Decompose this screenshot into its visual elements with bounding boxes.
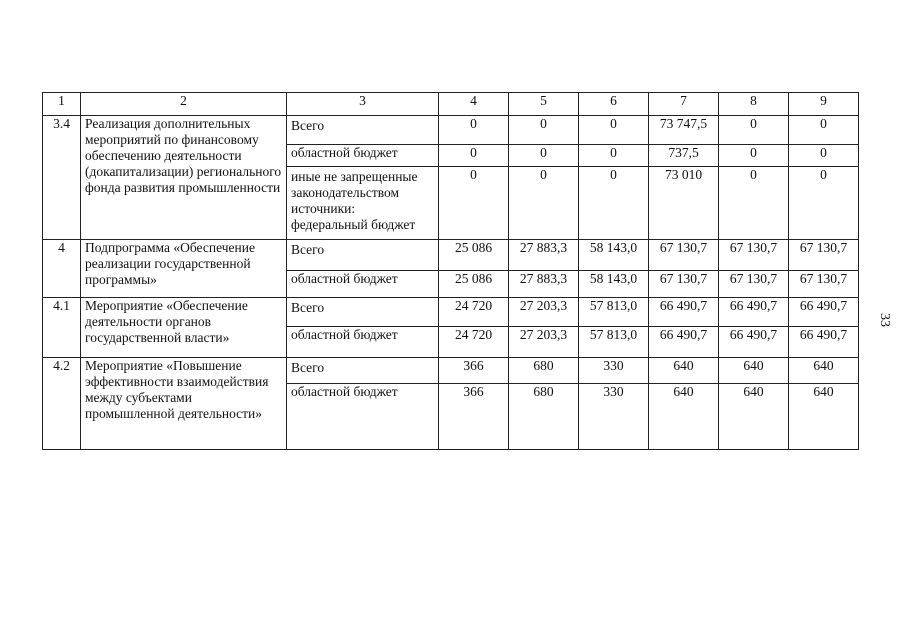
value-cell: 0: [509, 116, 579, 145]
row-number: 4.2: [43, 358, 81, 450]
value-cell: 330: [579, 358, 649, 384]
value-cell: 0: [789, 145, 859, 167]
header-cell: 8: [719, 93, 789, 116]
row-title: Подпрограмма «Обеспечение реализации государственной программы»: [81, 240, 287, 298]
funding-source: областной бюджет: [287, 327, 439, 358]
value-cell: 366: [439, 358, 509, 384]
value-cell: 366: [439, 384, 509, 450]
value-cell: 67 130,7: [789, 240, 859, 271]
value-cell: 330: [579, 384, 649, 450]
row-title: Реализация дополнительных мероприятий по финансовому обеспечению деятельности (докапитализации) регионального фонда развития промышленности: [81, 116, 287, 240]
value-cell: 66 490,7: [789, 298, 859, 327]
header-cell: 3: [287, 93, 439, 116]
row-number: 3.4: [43, 116, 81, 240]
value-cell: 640: [789, 384, 859, 450]
funding-source: областной бюджет: [287, 145, 439, 167]
value-cell: 58 143,0: [579, 240, 649, 271]
value-cell: 67 130,7: [719, 240, 789, 271]
value-cell: 0: [509, 167, 579, 240]
row-number: 4.1: [43, 298, 81, 358]
funding-source: областной бюджет: [287, 384, 439, 450]
value-cell: 24 720: [439, 327, 509, 358]
value-cell: 640: [789, 358, 859, 384]
value-cell: 27 883,3: [509, 271, 579, 298]
value-cell: 680: [509, 358, 579, 384]
row-title: Мероприятие «Повышение эффективности взаимодействия между субъектами промышленной деятельности»: [81, 358, 287, 450]
value-cell: 680: [509, 384, 579, 450]
funding-source: Всего: [287, 358, 439, 384]
header-row: [43, 93, 859, 116]
value-cell: 57 813,0: [579, 327, 649, 358]
value-cell: 73 010: [649, 167, 719, 240]
funding-source: Всего: [287, 240, 439, 271]
value-cell: 0: [439, 116, 509, 145]
header-cell: 5: [509, 93, 579, 116]
value-cell: 0: [719, 145, 789, 167]
row-number: 4: [43, 240, 81, 298]
header-cell: 9: [789, 93, 859, 116]
value-cell: 0: [719, 167, 789, 240]
funding-source: Всего: [287, 298, 439, 327]
table-row: [43, 116, 859, 145]
value-cell: 737,5: [649, 145, 719, 167]
value-cell: 67 130,7: [649, 271, 719, 298]
value-cell: 66 490,7: [649, 327, 719, 358]
funding-source: Всего: [287, 116, 439, 145]
header-cell: 4: [439, 93, 509, 116]
value-cell: 25 086: [439, 240, 509, 271]
value-cell: 640: [649, 358, 719, 384]
value-cell: 0: [439, 145, 509, 167]
value-cell: 66 490,7: [789, 327, 859, 358]
header-cell: 2: [81, 93, 287, 116]
table-row: [43, 298, 859, 327]
row-title: Мероприятие «Обеспечение деятельности органов государственной власти»: [81, 298, 287, 358]
funding-source: иные не запрещенные законодательством источники: федеральный бюджет: [287, 167, 439, 240]
value-cell: 66 490,7: [719, 298, 789, 327]
header-cell: 1: [43, 93, 81, 116]
value-cell: 66 490,7: [719, 327, 789, 358]
value-cell: 25 086: [439, 271, 509, 298]
value-cell: 73 747,5: [649, 116, 719, 145]
budget-table: [42, 92, 859, 450]
value-cell: 640: [719, 358, 789, 384]
value-cell: 0: [509, 145, 579, 167]
value-cell: 0: [789, 167, 859, 240]
table-row: [43, 358, 859, 384]
value-cell: 67 130,7: [649, 240, 719, 271]
value-cell: 27 203,3: [509, 298, 579, 327]
value-cell: 67 130,7: [719, 271, 789, 298]
page-number: 33: [877, 313, 892, 327]
value-cell: 0: [579, 145, 649, 167]
value-cell: 57 813,0: [579, 298, 649, 327]
header-cell: 7: [649, 93, 719, 116]
value-cell: 0: [579, 167, 649, 240]
value-cell: 27 883,3: [509, 240, 579, 271]
value-cell: 0: [579, 116, 649, 145]
value-cell: 640: [719, 384, 789, 450]
value-cell: 640: [649, 384, 719, 450]
value-cell: 67 130,7: [789, 271, 859, 298]
value-cell: 0: [439, 167, 509, 240]
value-cell: 66 490,7: [649, 298, 719, 327]
value-cell: 0: [719, 116, 789, 145]
value-cell: 58 143,0: [579, 271, 649, 298]
table-row: [43, 240, 859, 271]
value-cell: 27 203,3: [509, 327, 579, 358]
value-cell: 0: [789, 116, 859, 145]
funding-source: областной бюджет: [287, 271, 439, 298]
value-cell: 24 720: [439, 298, 509, 327]
header-cell: 6: [579, 93, 649, 116]
